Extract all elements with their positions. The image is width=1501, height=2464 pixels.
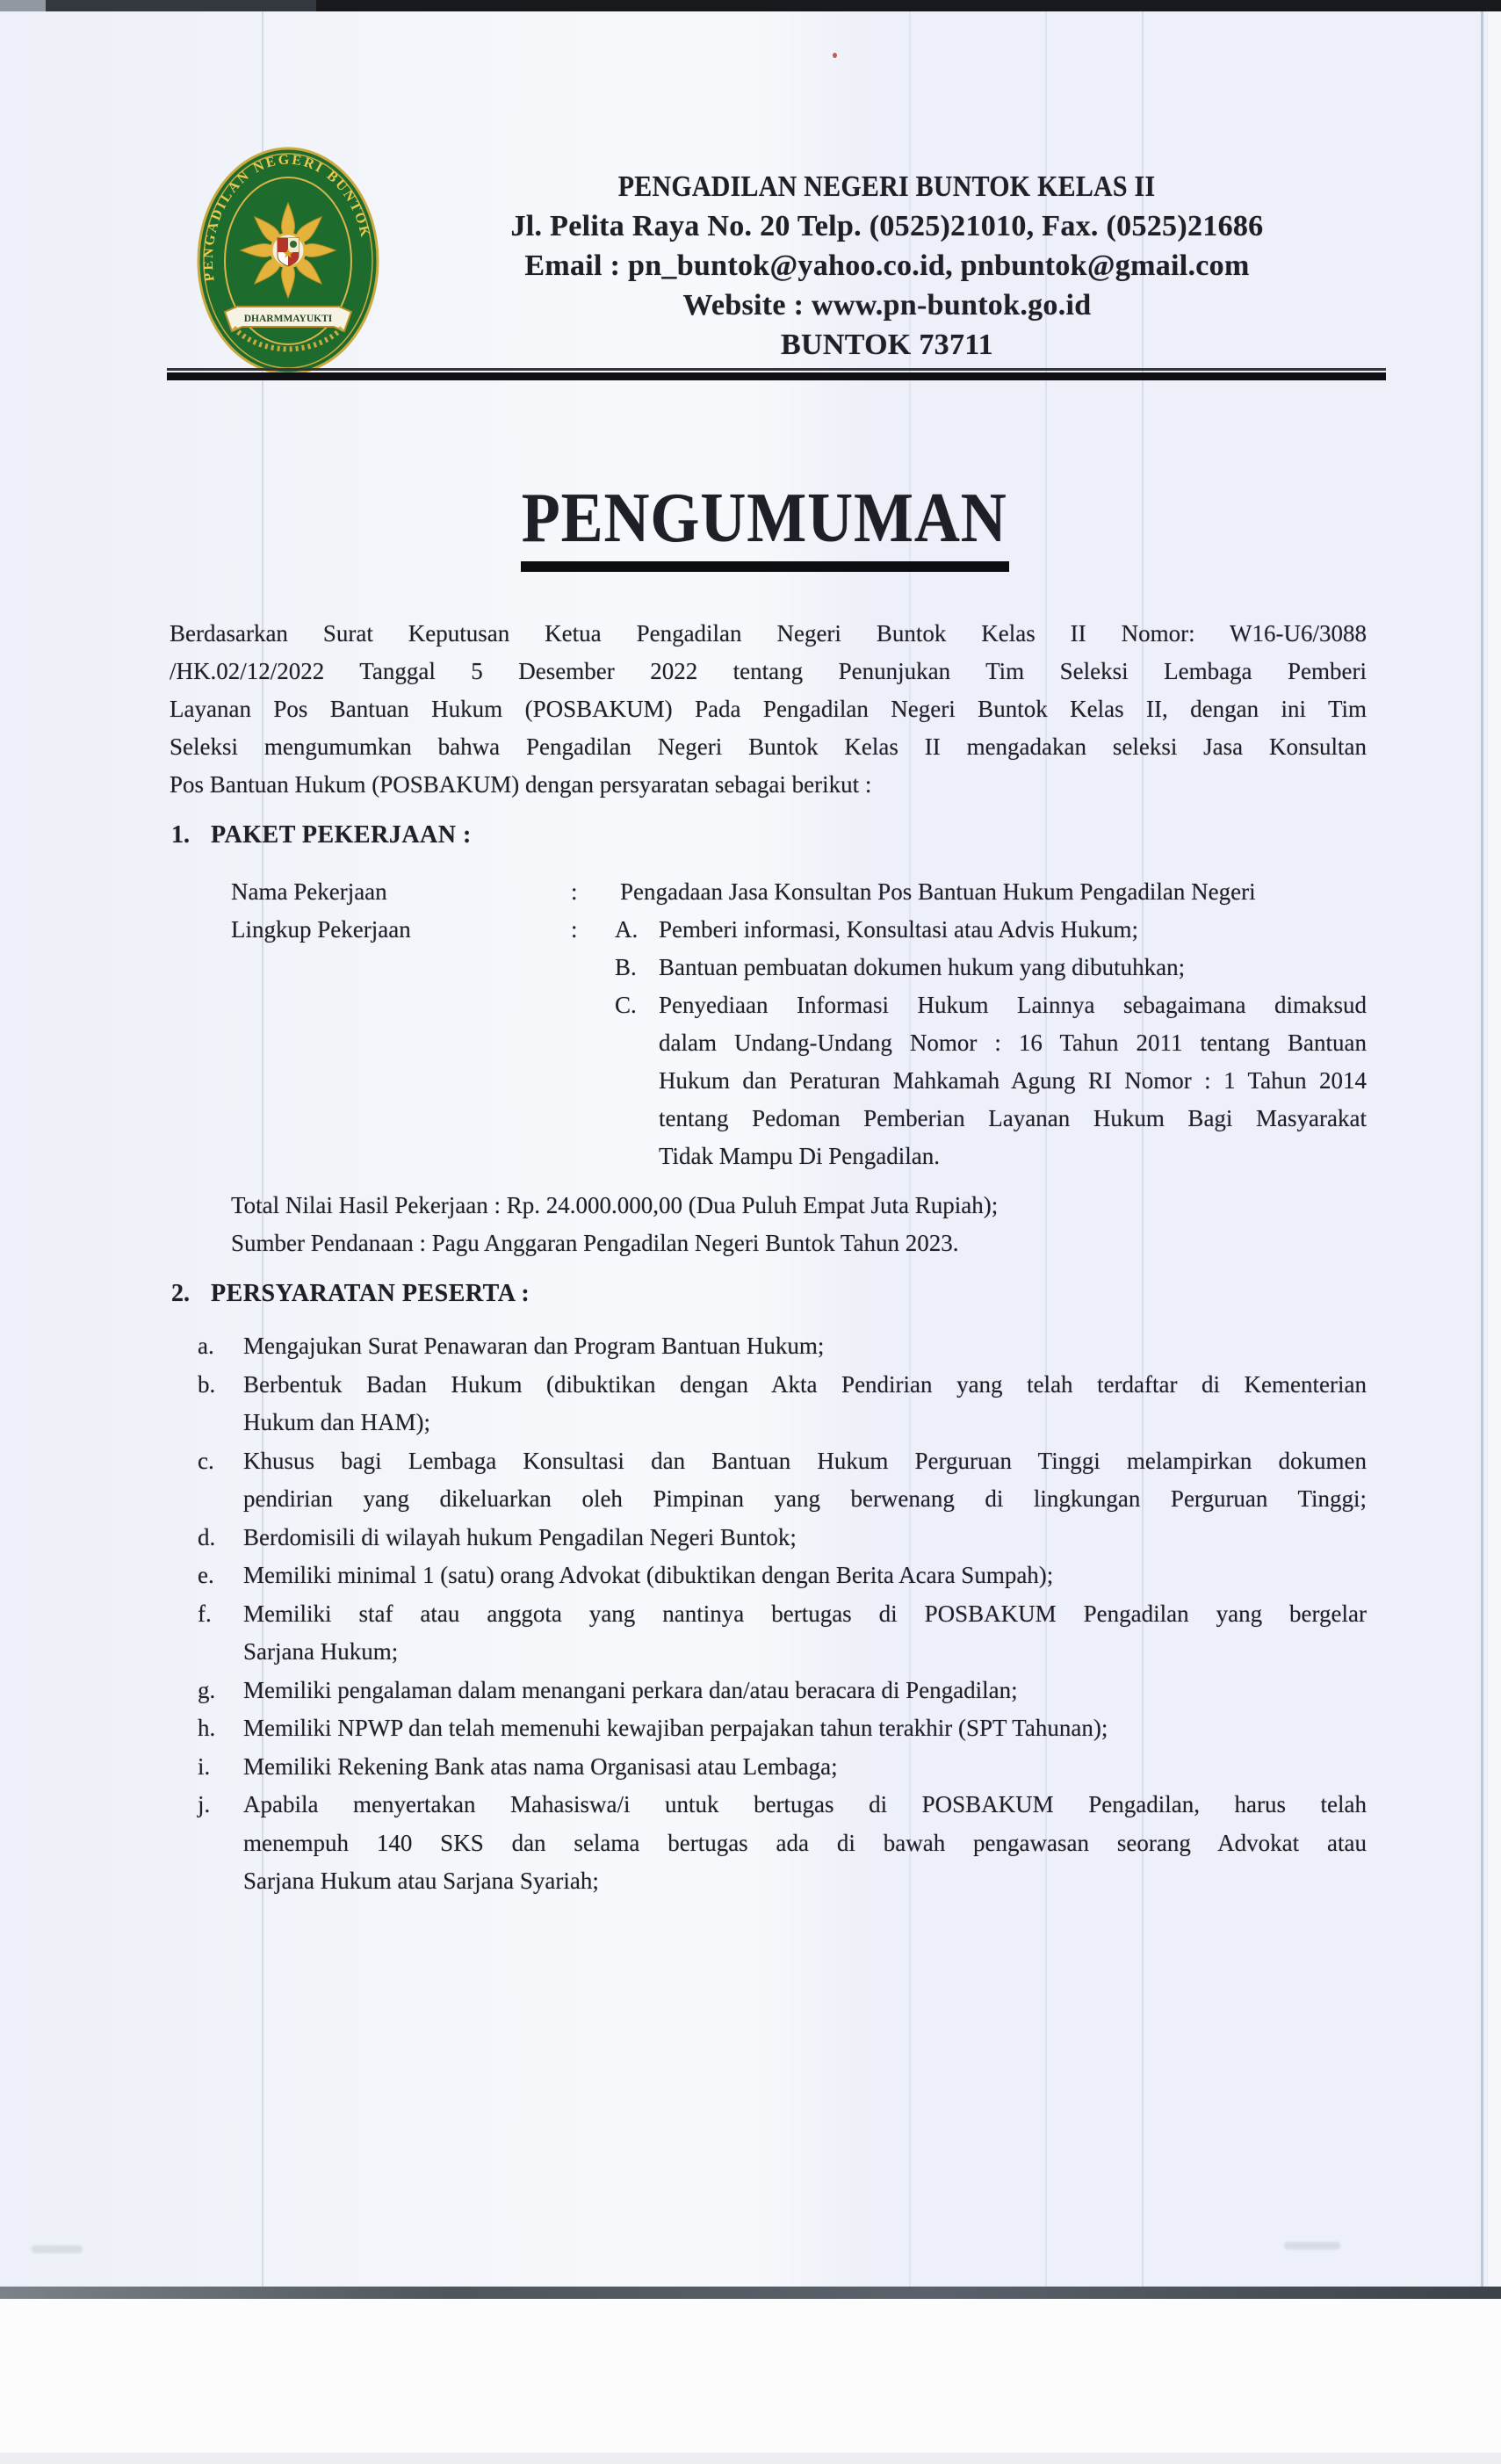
field-value-nama-pekerjaan: Pengadaan Jasa Konsultan Pos Bantuan Hukum Pengadilan Negeri <box>620 878 1256 905</box>
requirement-row <box>198 1404 1367 1442</box>
field-colon: : <box>571 878 578 905</box>
lingkup-colon: : <box>571 916 578 943</box>
court-name-text: PENGADILAN NEGERI BUNTOK KELAS II <box>618 170 1156 203</box>
page-title-text: PENGUMUMAN <box>521 480 1007 557</box>
list-text: Penyediaan Informasi Hukum Lainnya sebagaimana dimaksud <box>659 992 1367 1018</box>
list-letter: j. <box>198 1791 211 1817</box>
ink-speck <box>833 53 837 58</box>
requirement-row <box>198 1633 1367 1672</box>
lingkup-row <box>571 1024 1367 1062</box>
total-nilai-line: Total Nilai Hasil Pekerjaan : Rp. 24.000.000,00 (Dua Puluh Empat Juta Rupiah); <box>231 1192 999 1218</box>
logo-shield <box>278 238 299 266</box>
list-letter: f. <box>198 1600 212 1627</box>
intro-line: Pos Bantuan Hukum (POSBAKUM) dengan persyaratan sebagai berikut : <box>170 771 872 798</box>
intro-paragraph <box>170 615 1367 804</box>
court-seal-logo <box>195 145 381 377</box>
requirement-row <box>198 1825 1367 1863</box>
list-text: Bantuan pembuatan dokumen hukum yang dibutuhkan; <box>659 954 1186 980</box>
list-text: menempuh 140 SKS dan selama bertugas ada di bawah pengawasan seorang Advokat atau <box>243 1829 1367 1856</box>
section-1-number: 1. <box>171 821 190 849</box>
list-text: Sarjana Hukum atau Sarjana Syariah; <box>243 1868 599 1894</box>
list-letter: B. <box>615 954 637 980</box>
scan-top-edge-mid <box>46 0 316 11</box>
list-letter: g. <box>198 1676 216 1703</box>
paper-smudge <box>32 2245 83 2253</box>
logo-banner-text: DHARMMAYUKTI <box>243 314 333 324</box>
requirement-row <box>198 1709 1367 1748</box>
email-line: Email : pn_buntok@yahoo.co.id, pnbuntok@gmail.com <box>524 249 1250 282</box>
list-letter: a. <box>198 1333 214 1359</box>
list-letter: d. <box>198 1523 216 1550</box>
requirement-row <box>198 1786 1367 1825</box>
list-text: Hukum dan HAM); <box>243 1409 430 1435</box>
letterhead-rule-thin <box>167 368 1386 371</box>
lingkup-row <box>571 1100 1367 1138</box>
paper-edge-highlight <box>1489 11 1501 2287</box>
field-label-nama-pekerjaan: Nama Pekerjaan <box>231 878 387 905</box>
list-text: Memiliki Rekening Bank atas nama Organisasi atau Lembaga; <box>243 1752 838 1780</box>
scanner-background <box>0 2299 1501 2464</box>
scan-bottom-edge <box>0 2287 1501 2299</box>
list-text: Memiliki NPWP dan telah memenuhi kewajiban perpajakan tahun terakhir (SPT Tahunan); <box>243 1715 1108 1741</box>
list-text: Berdomisili di wilayah hukum Pengadilan Negeri Buntok; <box>243 1523 797 1550</box>
lingkup-row <box>571 986 1367 1024</box>
court-name-line <box>378 167 1396 206</box>
requirement-row <box>198 1519 1367 1557</box>
scan-top-edge <box>0 0 1501 11</box>
list-text: Apabila menyertakan Mahasiswa/i untuk bertugas di POSBAKUM Pengadilan, harus telah <box>243 1791 1367 1817</box>
list-letter: h. <box>198 1715 216 1741</box>
sumber-pendanaan-line: Sumber Pendanaan : Pagu Anggaran Pengadilan Negeri Buntok Tahun 2023. <box>231 1230 959 1256</box>
lingkup-row <box>571 1138 1367 1175</box>
intro-line: Layanan Pos Bantuan Hukum (POSBAKUM) Pada Pengadilan Negeri Buntok Kelas II, dengan ini Tim <box>170 696 1367 722</box>
list-text: Memiliki minimal 1 (satu) orang Advokat (dibuktikan dengan Berita Acara Sumpah); <box>243 1562 1054 1588</box>
paper-smudge <box>1284 2242 1340 2250</box>
scanner-background-strip <box>0 2453 1501 2464</box>
list-letter: A. <box>615 916 639 943</box>
requirement-row <box>198 1366 1367 1405</box>
requirement-row <box>198 1672 1367 1710</box>
address-line: Jl. Pelita Raya No. 20 Telp. (0525)21010, Fax. (0525)21686 <box>510 210 1264 242</box>
section-1-heading: PAKET PEKERJAAN : <box>211 821 472 849</box>
requirement-row <box>198 1442 1367 1481</box>
field-label-lingkup-pekerjaan: Lingkup Pekerjaan <box>231 916 411 943</box>
intro-line: Seleksi mengumumkan bahwa Pengadilan Negeri Buntok Kelas II mengadakan seleksi Jasa Konsultan <box>170 733 1367 760</box>
list-text: Khusus bagi Lembaga Konsultasi dan Bantuan Hukum Perguruan Tinggi melampirkan dokumen <box>243 1447 1367 1474</box>
requirement-row <box>198 1327 1367 1366</box>
intro-line: /HK.02/12/2022 Tanggal 5 Desember 2022 tentang Penunjukan Tim Seleksi Lembaga Pemberi <box>170 658 1367 684</box>
requirements-list <box>198 1327 1367 1901</box>
letterhead <box>378 167 1396 365</box>
requirement-row <box>198 1557 1367 1595</box>
lingkup-row <box>571 911 1367 949</box>
section-2-heading: PERSYARATAN PESERTA : <box>211 1280 530 1307</box>
list-text: tentang Pedoman Pemberian Layanan Hukum Bagi Masyarakat <box>659 1105 1367 1131</box>
intro-line: Berdasarkan Surat Keputusan Ketua Pengadilan Negeri Buntok Kelas II Nomor: W16-U6/3088 <box>170 620 1367 647</box>
requirement-row <box>198 1748 1367 1787</box>
city-postcode-line: BUNTOK 73711 <box>781 329 993 361</box>
page-title-underline <box>521 561 1009 572</box>
letterhead-rule-thick <box>167 372 1386 380</box>
lingkup-row <box>571 949 1367 986</box>
list-text: Mengajukan Surat Penawaran dan Program Bantuan Hukum; <box>243 1333 825 1359</box>
paper-edge-shadow <box>1481 11 1483 2287</box>
list-text: Pemberi informasi, Konsultasi atau Advis Hukum; <box>659 916 1138 943</box>
list-text: Sarjana Hukum; <box>243 1638 399 1665</box>
list-text: Hukum dan Peraturan Mahkamah Agung RI Nomor : 1 Tahun 2014 <box>659 1067 1367 1094</box>
list-text: Tidak Mampu Di Pengadilan. <box>659 1143 940 1169</box>
website-line: Website : www.pn-buntok.go.id <box>682 289 1092 322</box>
list-text: Berbentuk Badan Hukum (dibuktikan dengan Akta Pendirian yang telah terdaftar di Kementerian <box>243 1370 1367 1398</box>
page-title <box>413 480 1115 557</box>
list-text: pendirian yang dikeluarkan oleh Pimpinan yang berwenang di lingkungan Perguruan Tinggi; <box>243 1485 1367 1512</box>
scan-top-edge-corner <box>0 0 46 11</box>
list-letter: c. <box>198 1447 214 1474</box>
list-text: Memiliki pengalaman dalam menangani perkara dan/atau beracara di Pengadilan; <box>243 1676 1018 1703</box>
list-letter: b. <box>198 1370 216 1398</box>
list-letter: C. <box>615 992 637 1018</box>
list-text: dalam Undang-Undang Nomor : 16 Tahun 2011 tentang Bantuan <box>659 1030 1367 1056</box>
requirement-row <box>198 1480 1367 1519</box>
section-2-number: 2. <box>171 1280 190 1307</box>
logo-sun-emblem <box>241 203 336 298</box>
list-letter: e. <box>198 1562 214 1588</box>
requirement-row <box>198 1595 1367 1634</box>
requirement-row <box>198 1862 1367 1901</box>
lingkup-row <box>571 1062 1367 1100</box>
lingkup-list <box>571 911 1367 1175</box>
list-letter: i. <box>198 1752 211 1780</box>
logo-ring-text: PENGADILAN NEGERI BUNTOK <box>200 152 373 283</box>
list-text: Memiliki staf atau anggota yang nantinya bertugas di POSBAKUM Pengadilan yang bergelar <box>243 1600 1367 1627</box>
